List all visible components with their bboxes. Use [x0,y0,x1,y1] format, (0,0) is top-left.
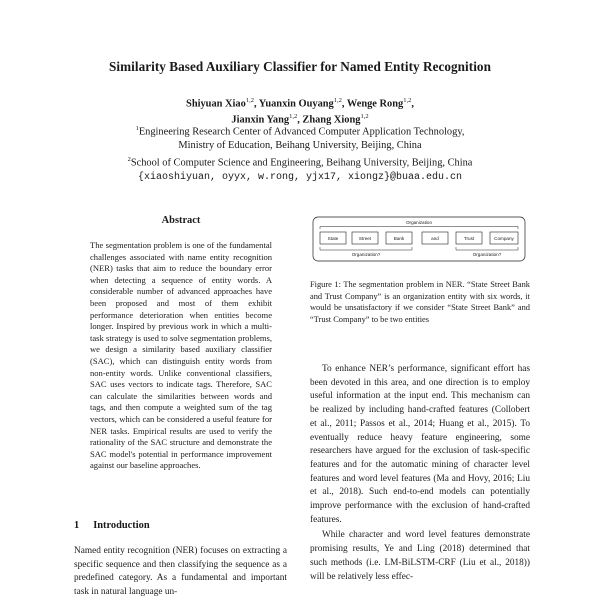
author-affil-sup: 1,2 [333,97,342,104]
author-affil-sup: 1,2 [245,97,254,104]
author-affil-sup: 1,2 [289,113,298,121]
figure-1 [310,214,528,266]
author-separator: , [341,98,347,110]
affiliation-line [0,139,600,153]
author-name: Wenge Rong [346,98,404,110]
intro-paragraph: Named entity recognition (NER) focuses on extracting a specific sequence and then classifying the sequence as a predefined category. As a fundamental and important task in natural language un- [74,546,287,598]
section-heading [74,520,150,531]
affiliation-line [0,122,600,139]
affiliation-sup: 1 [135,125,139,132]
segmentation-diagram [310,214,528,266]
author-separator: , [411,98,414,110]
affiliations [0,122,600,185]
token-label: Company [494,235,514,241]
token-label: Bank [393,235,405,241]
diagram-bottom-label: Organization? [472,252,502,257]
abstract-heading: Abstract [161,215,201,226]
diagram-bottom-brace-right [456,247,518,250]
affiliation-text: School of Computer Science and Engineering, Beihang University, Beijing, China [130,157,473,169]
author-separator: , [253,98,259,110]
affiliation-text: Engineering Research Center of Advanced Computer Application Technology, [138,126,465,138]
token-label: Street [358,235,372,241]
figure-caption: Figure 1: The segmentation problem in NER. “State Street Bank and Trust Company” is an organization entity with six words, it would be unsatisfactory if we consider “State Street Bank” and “Trust Company” to be two entities [310,280,530,324]
diagram-bottom-brace-left [320,247,412,250]
token-label: State [327,235,339,241]
section-title: Introduction [93,520,150,531]
token-label: Trust [463,235,475,241]
author-affil-sup: 1,2 [360,113,369,121]
author-email: {xiaoshiyuan, oyyx, w.rong, yjx17, xiongz}@buaa.edu.cn [137,171,463,183]
affiliation-sup: 2 [127,156,131,164]
affiliation-text: Ministry of Education, Beihang University, Beijing, China [178,140,422,152]
author-name: Jianxin Yang [231,114,290,126]
right-column-body [310,363,530,584]
diagram-top-label: Organization [405,220,433,225]
token-label: and [431,235,439,241]
section-number: 1 [74,520,80,531]
author-line-1 [0,94,600,110]
affiliation-line [0,153,600,170]
diagram-top-brace [320,227,518,230]
author-separator: , [297,114,303,126]
abstract-body: The segmentation problem is one of the fundamental challenges associated with name entity recognition (NER) tasks that aim to reduce the boundary error when detecting a sequence of entity words. A considerable number of advanced approaches have been proposed and most of them exhibit performance deterioration when entities become longer. Inspired by previous work in which a multi-task strategy is used to solve segmentation problems, we design a similarity based auxiliary classifier (SAC), which can distinguish entity words from non-entity words. Unlike conventional classifiers, SAC uses vectors to indicate tags. Therefore, SAC can calculate the similarities between words and tags, and then compute a weighted sum of the tag vectors, which can be considered a useful feature for NER tasks. Empirical results are used to verify the rationality of the SAC structure and demonstrate the SAC model's potential in performance improvement against our baseline approaches. [90,240,272,471]
body-paragraph: To enhance NER’s performance, significant effort has been devoted in this area, and one direction is to employ useful information at the input end. This mechanism can be realized by including hand-crafted features (Collobert et al., 2011; Passos et al., 2014; Huang et al., 2015). To eventually reduce heavy feature engineering, some researchers have argued for the exclusion of task-specific features and for the automatic mining of character level features and word level features (Ma and Hovy, 2016; Liu et al., 2018). Such end-to-end models can potentially improve performance with the exclusion of hand-crafted features. [310,364,530,525]
diagram-bottom-label: Organization? [351,252,381,257]
author-name: Zhang Xiong [302,114,361,126]
paper-title: Similarity Based Auxiliary Classifier for Named Entity Recognition [109,59,491,74]
author-affil-sup: 1,2 [403,97,412,104]
author-name: Yuanxin Ouyang [258,98,334,110]
body-paragraph: While character and word level features demonstrate promising results, Ye and Ling (2018) determined that such methods (i.e. LM-BiLSTM-CRF (Liu et al., 2018)) will be relatively less effec- [310,530,530,582]
author-name: Shiyuan Xiao [186,98,246,110]
